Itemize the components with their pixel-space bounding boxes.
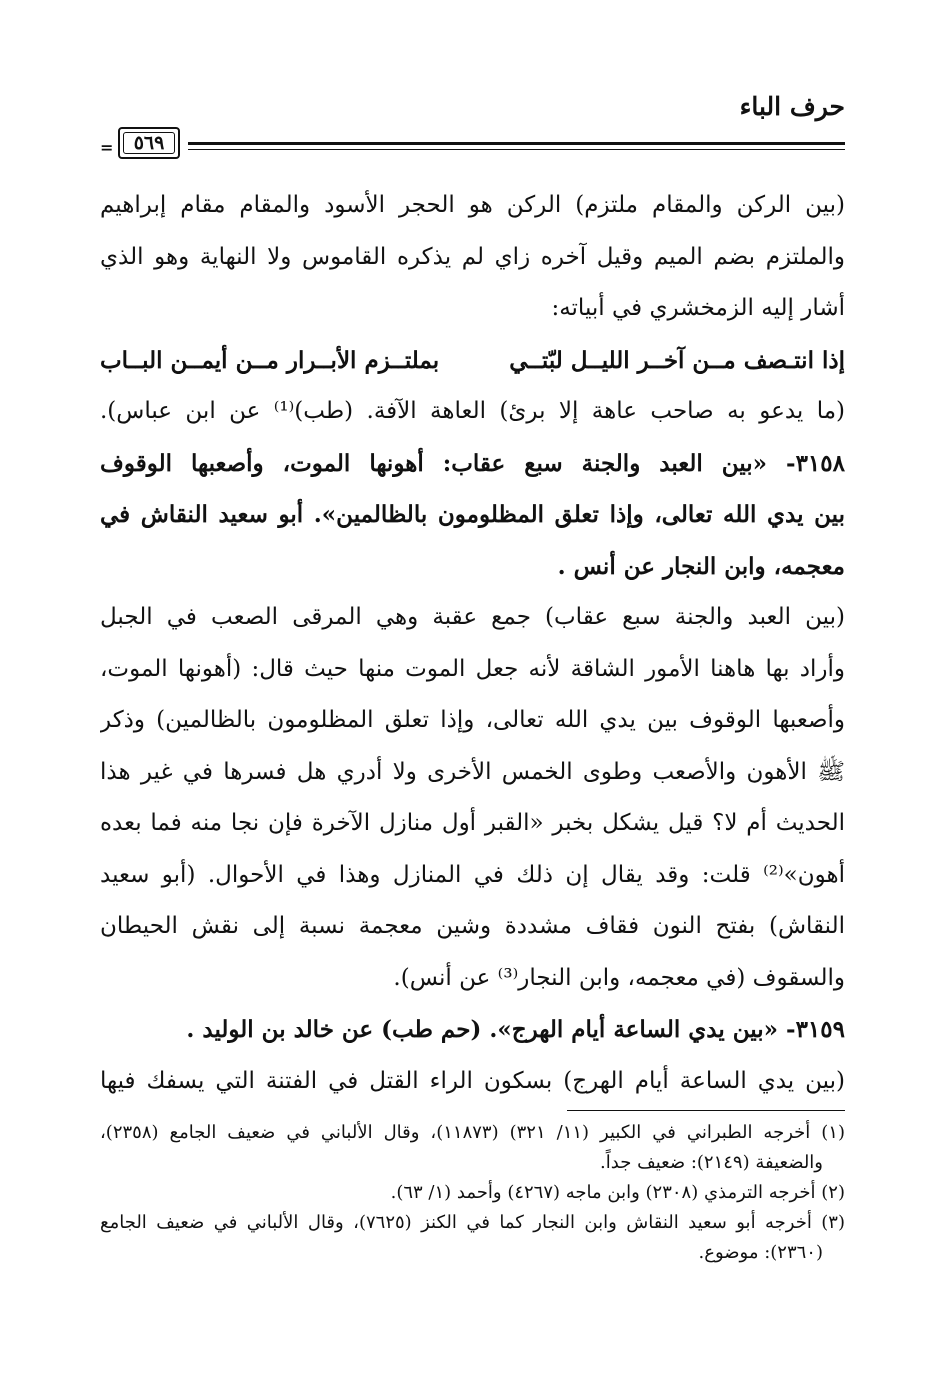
verse-hemistich-right: إذا انتـصف مــن آخــر الليــل لبّتــي — [509, 346, 845, 374]
text-line: والملتزم بضم الميم وقيل آخره زاي لم يذكره القاموس ولا النهاية وهو الذي — [100, 243, 845, 270]
hadith-line: ٣١٥٩- «بين يدي الساعة أيام الهرج». (حم طب) عن خالد بن الوليد . — [186, 1016, 845, 1043]
footnote-line: (٢٣٦٠): موضوع. — [698, 1242, 823, 1263]
text-line: (بين الركن والمقام ملتزم) الركن هو الحجر الأسود والمقام مقام إبراهيم — [100, 192, 845, 218]
text-line: (ما يدعو به صاحب عاهة إلا برئ) العاهة الآفة. (طب)⁽¹⁾ عن ابن عباس). — [100, 398, 845, 424]
text-line: والسقوف (في معجمه، وابن النجار⁽³⁾ عن أنس). — [393, 964, 845, 991]
main-text — [100, 180, 845, 1107]
footnote-separator — [567, 1110, 845, 1111]
footnote-line: والضعيفة (٢١٤٩): ضعيف جداً. — [600, 1152, 823, 1173]
footnote-line: (٣) أخرجه أبو سعيد النقاش وابن النجار كما في الكنز (٧٦٢٥)، وقال الألباني في ضعيف الجامع — [100, 1212, 845, 1233]
header-rule — [100, 132, 845, 157]
running-title: حرف الباء — [739, 92, 845, 121]
text-line: أشار إليه الزمخشري في أبياته: — [551, 295, 845, 321]
footnote-line: (٢) أخرجه الترمذي (٢٣٠٨) وابن ماجه (٤٢٦٧) وأحمد (١/ ٦٣). — [390, 1182, 845, 1203]
hadith-line: معجمه، وابن النجار عن أنس . — [557, 552, 845, 580]
hadith-line: بين يدي الله تعالى، وإذا تعلق المظلومون بالظالمين». أبو سعيد النقاش في — [100, 501, 845, 528]
page-number: ٥٦٩ — [123, 132, 175, 154]
verse-line — [100, 335, 845, 387]
header-mark: = — [100, 138, 114, 157]
hadith-line: ٣١٥٨- «بين العبد والجنة سبع عقاب: أهونها الموت، وأصعبها الوقوف — [100, 449, 845, 477]
text-line: ﷺ الأهون والأصعب وطوى الخمس الأخرى ولا أدري هل فسرها في غير هذا — [100, 758, 845, 785]
text-line: وأصعبها الوقوف بين يدي الله تعالى، وإذا تعلق المظلومون بالظالمين) وذكر — [100, 707, 845, 733]
text-line: الحديث أم لا؟ قيل يشكل بخبر «القبر أول منازل الآخرة فإن نجا منه فما بعده — [100, 810, 845, 836]
text-line: (بين يدي الساعة أيام الهرج) بسكون الراء القتل في الفتنة التي يسفك فيها — [100, 1067, 845, 1094]
header-thick-line — [188, 142, 845, 145]
text-line: أهون»⁽²⁾ قلت: وقد يقال إن ذلك في المنازل وهذا في الأحوال. (أبو سعيد — [100, 861, 845, 888]
footnotes — [100, 1118, 845, 1268]
header-thin-line — [188, 149, 845, 150]
text-line: النقاش) بفتح النون فقاف مشددة وشين معجمة نسبة إلى نقش الحيطان — [100, 913, 845, 939]
verse-hemistich-left: بملتــزم الأبــرار مــن أيمــن البــاب — [100, 346, 440, 374]
text-line: (بين العبد والجنة سبع عقاب) جمع عقبة وهي المرقى الصعب في الجبل — [100, 604, 845, 630]
text-line: وأراد بها هاهنا الأمور الشاقة لأنه جعل الموت منها حيث قال: (أهونها الموت، — [100, 655, 845, 682]
footnote-line: (١) أخرجه الطبراني في الكبير (١١/ ٣٢١) (١١٨٧٣)، وقال الألباني في ضعيف الجامع (٢٣٥٨)، — [100, 1122, 845, 1143]
page-number-frame — [118, 127, 180, 159]
